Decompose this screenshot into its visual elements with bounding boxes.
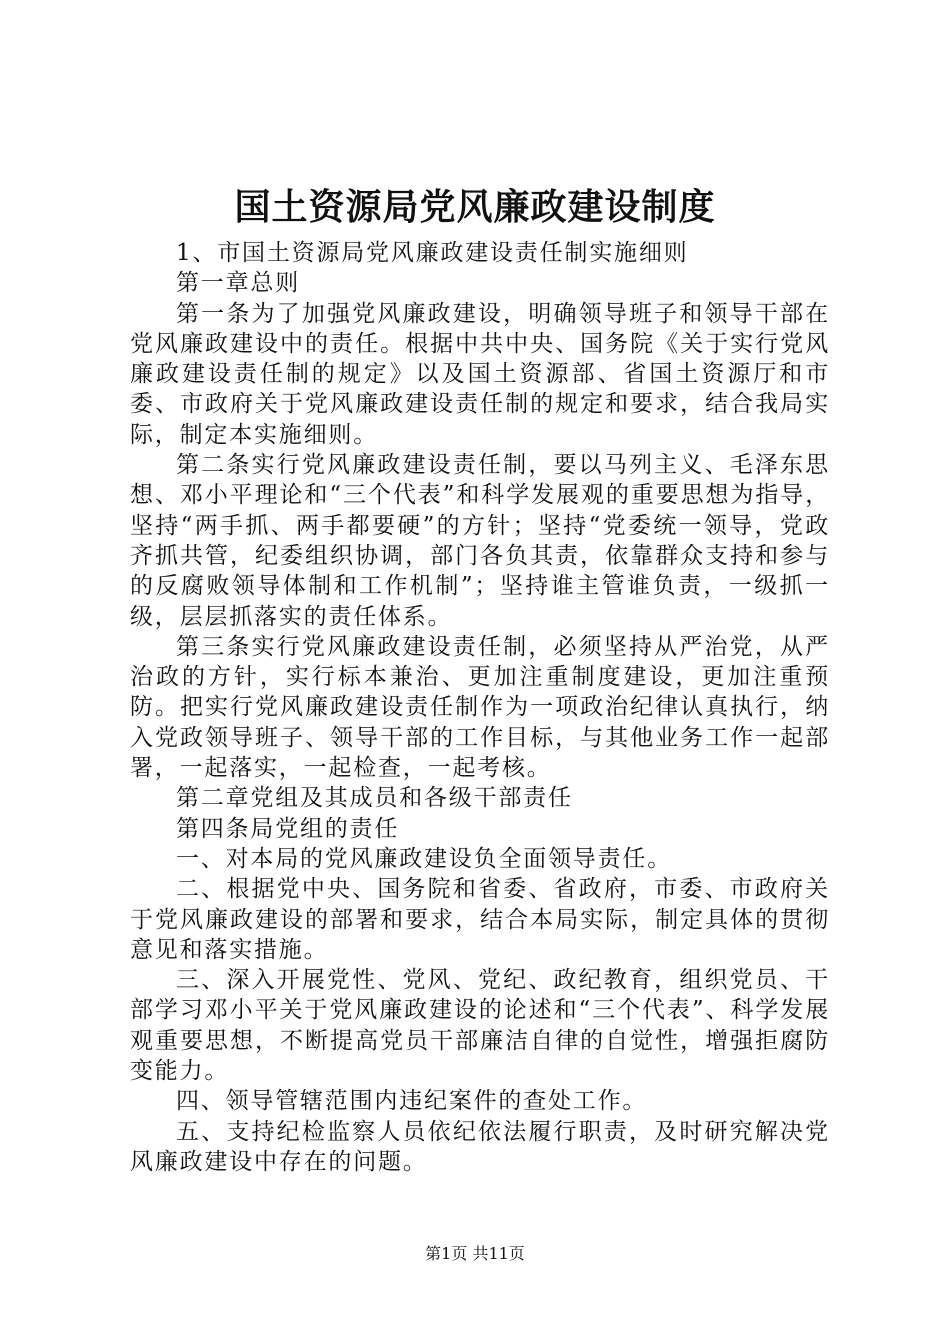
paragraph: 第二条实行党风廉政建设责任制，要以马列主义、毛泽东思想、邓小平理论和“三个代表”和科学发展观的重要思想为指导，坚持“两手抓、两手都要硬”的方针；坚持“党委统一领导，党政齐抓共管，纪委组织协调，部门各负其责，依靠群众支持和参与的反腐败领导体制和工作机制”；坚持谁主管谁负责，一级抓一级，层层抓落实的责任体系。 — [130, 452, 830, 630]
paragraph: 四、领导管辖范围内违纪案件的查处工作。 — [176, 1088, 648, 1115]
paragraph: 一、对本局的党风廉政建设负全面领导责任。 — [176, 845, 672, 872]
document-body — [130, 238, 830, 1177]
paragraph: 第一章总则 — [176, 270, 300, 297]
paragraph: 五、支持纪检监察人员依纪依法履行职责，及时研究解决党风廉政建设中存在的问题。 — [130, 1118, 830, 1175]
paragraph: 第二章党组及其成员和各级干部责任 — [176, 785, 573, 812]
document-title: 国土资源局党风廉政建设制度 — [234, 186, 716, 228]
paragraph: 第一条为了加强党风廉政建设，明确领导班子和领导干部在党风廉政建设中的责任。根据中共中央、国务院《关于实行党风廉政建设责任制的规定》以及国土资源部、省国土资源厅和市委、市政府关于党风廉政建设责任制的规定和要求，结合我局实际，制定本实施细则。 — [130, 300, 830, 448]
paragraph: 1、市国土资源局党风廉政建设责任制实施细则 — [176, 240, 689, 266]
paragraph: 第四条局党组的责任 — [176, 815, 400, 842]
paragraph: 第三条实行党风廉政建设责任制，必须坚持从严治党，从严治政的方针，实行标本兼治、更加注重制度建设，更加注重预防。把实行党风廉政建设责任制作为一项政治纪律认真执行，纳入党政领导班子、领导干部的工作目标，与其他业务工作一起部署，一起落实，一起检查，一起考核。 — [130, 633, 830, 782]
paragraph: 二、根据党中央、国务院和省委、省政府，市委、市政府关于党风廉政建设的部署和要求，结合本局实际，制定具体的贯彻意见和落实措施。 — [130, 876, 830, 963]
page-footer: 第1页 共11页 — [425, 1244, 525, 1263]
paragraph: 三、深入开展党性、党风、党纪、政纪教育，组织党员、干部学习邓小平关于党风廉政建设的论述和“三个代表”、科学发展观重要思想，不断提高党员干部廉洁自律的自觉性，增强拒腐防变能力。 — [130, 967, 830, 1085]
